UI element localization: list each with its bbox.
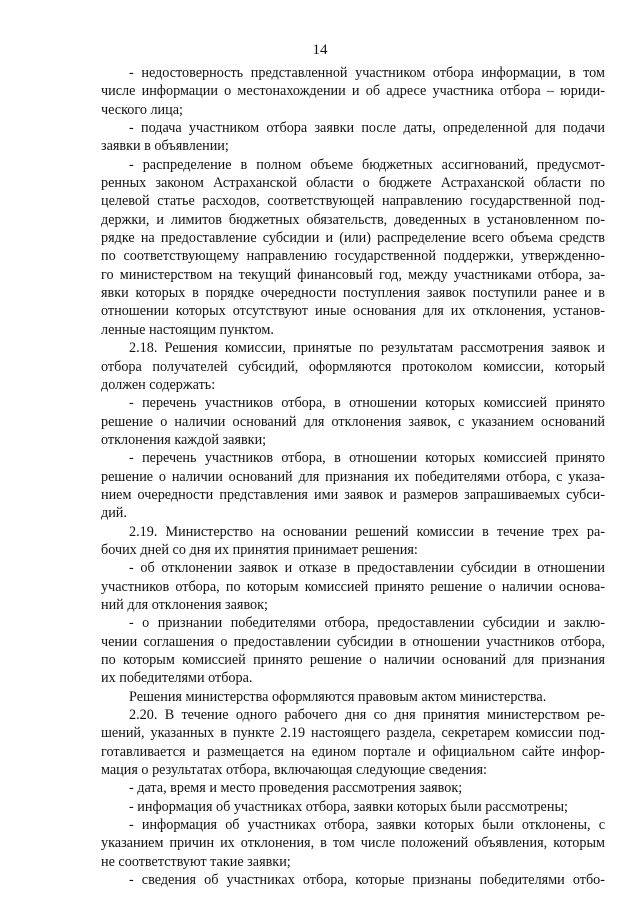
text-line: Решения министерства оформляются правовым актом министерства. [129, 688, 547, 705]
text-line: ренных законом Астраханской области о бюджете Астраханской области по [101, 175, 605, 192]
text-line: решение о наличии оснований для признания их победителями отбора, с указа- [101, 468, 605, 485]
text-line: - о признании победителями отбора, предоставлении субсидии и заклю- [129, 615, 605, 632]
text-line: по соответствующему направлению государственной поддержки, утвержденно- [101, 248, 605, 265]
page-number: 14 [312, 42, 328, 58]
text-line: целевой статье расходов, соответствующей направлению государственной под- [101, 193, 605, 210]
text-line: по которым комиссией принято решение о наличии оснований для признания [101, 652, 605, 668]
text-line: - недостоверность представленной участником отбора информации, в том [129, 65, 605, 81]
text-line: шений, указанных в пункте 2.19 настоящего раздела, секретарем комиссии под- [101, 725, 605, 742]
text-line: отбора получателей субсидий, оформляются протоколом комиссии, который [101, 358, 605, 375]
text-line: указанием причин их отклонения, в том числе положений объявления, которым [101, 835, 605, 852]
text-line: ленные настоящим пунктом. [101, 321, 274, 338]
text-line: должен содержать: [101, 376, 216, 393]
text-line: - перечень участников отбора, в отношении которых комиссией принято [129, 450, 605, 467]
text-line: ческого лица; [101, 101, 183, 118]
text-line: - сведения об участниках отбора, которые признаны победителями отбо- [129, 872, 605, 889]
text-line: - подача участником отбора заявки после даты, определенной для подачи [129, 120, 605, 137]
text-line: участников отбора, по которым комиссией принято решение о наличии основа- [101, 578, 605, 595]
text-line: - информация об участниках отбора, заявки которых были отклонены, с [129, 817, 605, 834]
text-line: не соответствуют такие заявки; [101, 853, 291, 870]
text-line: нием очередности представления ими заявок и размеров запрашиваемых субси- [101, 486, 605, 503]
text-line: их победителями отбора. [101, 670, 253, 687]
text-line: - информация об участниках отбора, заявки которых были рассмотрены; [129, 798, 568, 815]
text-line: чении соглашения о предоставлении субсидии в отношении участников отбора, [101, 633, 605, 650]
text-line: - дата, время и место проведения рассмотрения заявок; [129, 780, 463, 797]
text-line: отношении которых отсутствуют иные основания для их отклонения, установ- [101, 303, 605, 320]
text-line: решение о наличии оснований для отклонения заявок, с указанием оснований [101, 413, 605, 430]
document-body [101, 64, 605, 889]
text-line: заявки в объявлении; [101, 138, 229, 155]
text-line: - распределение в полном объеме бюджетных ассигнований, предусмот- [129, 156, 605, 173]
text-line: бочих дней со дня их принятия принимает решения: [101, 541, 418, 558]
text-line: мация о результатах отбора, включающая следующие сведения: [101, 762, 487, 779]
text-line: числе информации о местонахождении и об адресе участника отбора – юриди- [101, 83, 605, 100]
text-line: - об отклонении заявок и отказе в предоставлении субсидии в отношении [129, 560, 605, 577]
text-line: го министерством на текущий финансовый год, между участниками отбора, за- [101, 266, 605, 283]
text-line: 2.20. В течение одного рабочего дня со дня принятия министерством ре- [129, 707, 605, 724]
text-line: 2.19. Министерство на основании решений комиссии в течение трех ра- [129, 523, 605, 540]
text-line: дий. [101, 505, 127, 522]
text-line: готавливается и размещается на едином портале и официальном сайте инфор- [101, 743, 605, 760]
text-line: держки, и лимитов бюджетных обязательств, доведенных в установленном по- [101, 211, 605, 228]
text-line: рядке на предоставление субсидии и (или) распределение всего объема средств [101, 230, 605, 247]
text-line: 2.18. Решения комиссии, принятые по результатам рассмотрения заявок и [129, 340, 605, 357]
text-line: - перечень участников отбора, в отношении которых комиссией принято [129, 395, 605, 412]
text-line: явки которых в порядке очередности поступления заявок поступили ранее и в [101, 285, 605, 302]
text-line: отклонения каждой заявки; [101, 431, 267, 448]
text-line: ний для отклонения заявок; [101, 596, 268, 613]
